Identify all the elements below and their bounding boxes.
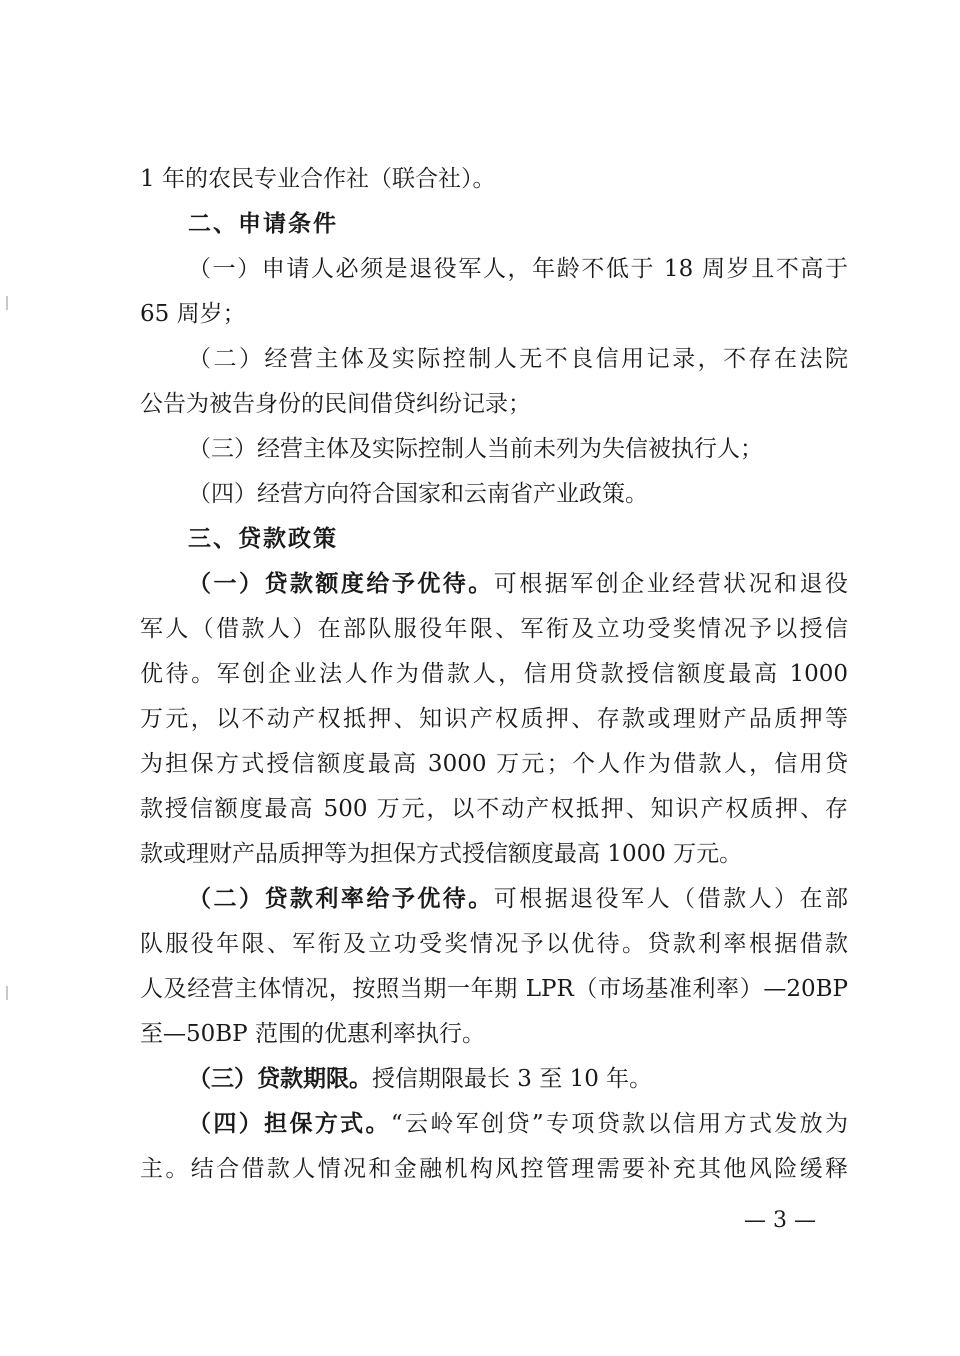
text-line: 公告为被告身份的民间借贷纠纷记录； <box>140 391 531 417</box>
text-line: 款或理财产品质押等为担保方式授信额度最高 1000 万元。 <box>140 841 743 867</box>
text-line: 为担保方式授信额度最高 3000 万元；个人作为借款人，信用贷 <box>140 751 848 777</box>
scan-edge-mark <box>6 986 8 1000</box>
text-line: 万元，以不动产权抵押、知识产权质押、存款或理财产品质押等 <box>140 706 848 732</box>
paragraph-first-line <box>188 567 848 601</box>
paragraph-lead: （三）贷款期限。 <box>188 1066 372 1092</box>
text-line: （三）经营主体及实际控制人当前未列为失信被执行人； <box>188 436 763 462</box>
paragraph-lead: （四）担保方式。 <box>188 1111 391 1137</box>
paragraph-lead: （一）贷款额度给予优待。 <box>188 571 494 597</box>
paragraph-first-line <box>188 1062 848 1096</box>
text-span: 可根据退役军人（借款人）在部 <box>493 886 848 912</box>
text-line: 款授信额度最高 500 万元，以不动产权抵押、知识产权质押、存 <box>140 796 848 822</box>
paragraph-lead: （二）贷款利率给予优待。 <box>188 886 494 912</box>
text-line: 1 年的农民专业合作社（联合社）。 <box>140 166 496 192</box>
text-line: 优待。军创企业法人作为借款人，信用贷款授信额度最高 1000 <box>140 661 848 687</box>
paragraph-first-line <box>188 882 848 916</box>
text-span: “云岭军创贷”专项贷款以信用方式发放为 <box>390 1111 848 1137</box>
text-line: 至—50BP 范围的优惠利率执行。 <box>140 1021 485 1047</box>
text-span: 授信期限最长 3 至 10 年。 <box>372 1066 653 1092</box>
text-line: 主。结合借款人情况和金融机构风控管理需要补充其他风险缓释 <box>140 1156 848 1182</box>
text-line: 军人（借款人）在部队服役年限、军衔及立功受奖情况予以授信 <box>140 616 848 642</box>
page-number: — 3 — <box>744 1208 816 1233</box>
text-span: 可根据军创企业经营状况和退役 <box>493 571 848 597</box>
text-line: 65 周岁； <box>140 301 246 327</box>
paragraph-first-line <box>188 1107 848 1141</box>
text-line: （四）经营方向符合国家和云南省产业政策。 <box>188 481 648 507</box>
text-line: （二）经营主体及实际控制人无不良信用记录，不存在法院 <box>188 346 848 372</box>
section-heading-loan-policy: 三、贷款政策 <box>188 526 338 552</box>
scan-edge-mark <box>6 296 8 310</box>
text-line: （一）申请人必须是退役军人，年龄不低于 18 周岁且不高于 <box>188 256 848 282</box>
text-line: 人及经营主体情况，按照当期一年期 LPR（市场基准利率）—20BP <box>140 976 848 1002</box>
section-heading-application-conditions: 二、申请条件 <box>188 211 338 237</box>
text-line: 队服役年限、军衔及立功受奖情况予以优待。贷款利率根据借款 <box>140 931 848 957</box>
